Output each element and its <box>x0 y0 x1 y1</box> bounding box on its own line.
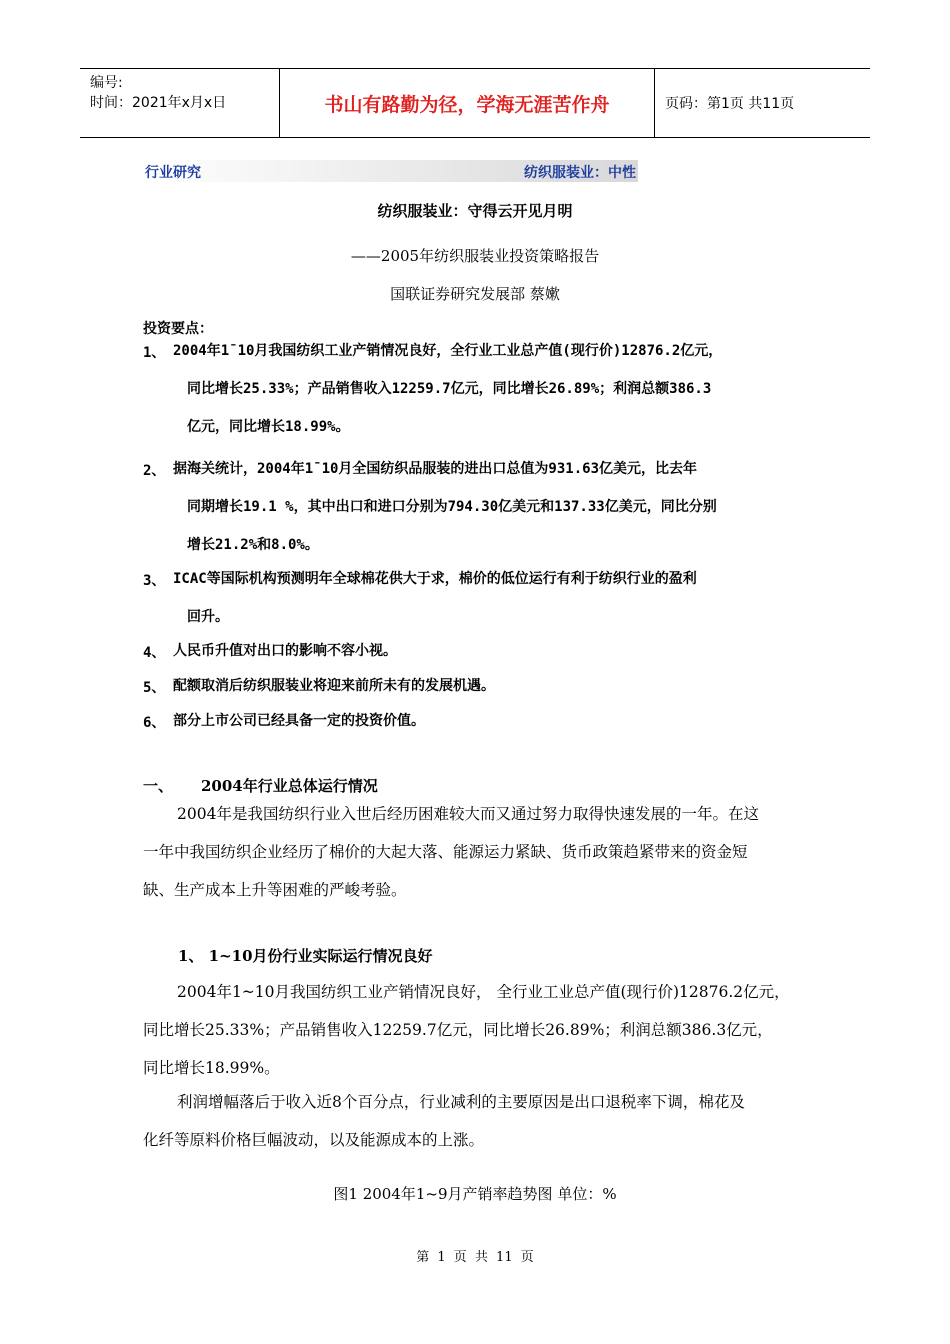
paragraph-line: 一年中我国纺织企业经历了棉价的大起大落、能源运力紧缺、货币政策趋紧带来的资金短 <box>143 843 748 861</box>
key-points-title: 投资要点： <box>143 321 213 337</box>
subsection-heading: 1、 1~10月份行业实际运行情况良好 <box>178 947 433 965</box>
key-point-number: 6、 <box>143 715 166 731</box>
code-label: 编号: <box>90 75 123 91</box>
key-point-line: 2004年1¯10月我国纺织工业产销情况良好，全行业工业总产值(现行价)12876.2亿元， <box>173 343 723 359</box>
key-point-line: 增长21.2%和8.0%。 <box>187 537 319 553</box>
paragraph-line: 利润增幅落后于收入近8个百分点，行业减利的主要原因是出口退税率下调，棉花及 <box>177 1093 745 1111</box>
key-point-number: 2、 <box>143 463 166 479</box>
key-point-number: 4、 <box>143 645 166 661</box>
category-right: 纺织服装业：中性 <box>524 165 636 181</box>
page-header <box>80 68 870 138</box>
section-paragraph <box>143 795 823 909</box>
paragraph-line: 2004年1~10月我国纺织工业产销情况良好， 全行业工业总产值(现行价)12876.2亿元， <box>177 983 790 1001</box>
key-point-line: 人民币升值对出口的影响不容小视。 <box>173 643 397 659</box>
paragraph-line: 缺、生产成本上升等困难的严峻考验。 <box>143 881 407 899</box>
paragraph-line: 2004年是我国纺织行业入世后经历困难较大而又通过努力取得快速发展的一年。在这 <box>177 805 759 823</box>
key-point-line: 据海关统计，2004年1¯10月全国纺织品服装的进出口总值为931.63亿美元，比去年 <box>173 461 698 477</box>
doc-author: 国联证券研究发展部 蔡嫰 <box>390 285 560 303</box>
time-label: 时间：2021年x月x日 <box>90 95 227 111</box>
key-point-line: 同比增长25.33%；产品销售收入12259.7亿元，同比增长26.89%；利润总额386.3 <box>187 381 712 397</box>
key-point-line: 回升。 <box>187 609 229 625</box>
category-left: 行业研究 <box>145 165 201 181</box>
page-footer: 第 1 页 共 11 页 <box>416 1250 534 1265</box>
key-point-number: 3、 <box>143 573 166 589</box>
key-point-line: ICAC等国际机构预测明年全球棉花供大于求，棉价的低位运行有利于纺织行业的盈利 <box>173 571 697 587</box>
key-point-number: 1、 <box>143 345 166 361</box>
page-number: 页码：第1页 共11页 <box>665 96 795 112</box>
figure-caption: 图1 2004年1~9月产销率趋势图 单位：% <box>333 1185 617 1203</box>
key-point-number: 5、 <box>143 680 166 696</box>
motto: 书山有路勤为径，学海无涯苦作舟 <box>280 69 655 137</box>
doc-subtitle: ——2005年纺织服装业投资策略报告 <box>350 247 600 265</box>
header-meta <box>80 69 280 137</box>
paragraph-line: 同比增长18.99%。 <box>143 1059 280 1077</box>
subsection-paragraph-1 <box>143 973 823 1087</box>
paragraph-line: 化纤等原料价格巨幅波动，以及能源成本的上涨。 <box>143 1131 485 1149</box>
key-point-line: 部分上市公司已经具备一定的投资价值。 <box>173 713 425 729</box>
paragraph-line: 同比增长25.33%；产品销售收入12259.7亿元，同比增长26.89%；利润总额386.3亿元， <box>143 1021 773 1039</box>
key-point-line: 同期增长19.1 %，其中出口和进口分别为794.30亿美元和137.33亿美元，同比分别 <box>187 499 717 515</box>
doc-title: 纺织服装业：守得云开见月明 <box>377 202 573 220</box>
category-bar <box>143 160 638 182</box>
key-point-line: 配额取消后纺织服装业将迎来前所未有的发展机遇。 <box>173 678 495 694</box>
section-title: 2004年行业总体运行情况 <box>201 777 378 795</box>
key-point-line: 亿元，同比增长18.99%。 <box>187 419 350 435</box>
section-heading <box>143 775 378 796</box>
section-number: 一、 <box>143 777 174 795</box>
subsection-paragraph-2 <box>143 1083 823 1159</box>
